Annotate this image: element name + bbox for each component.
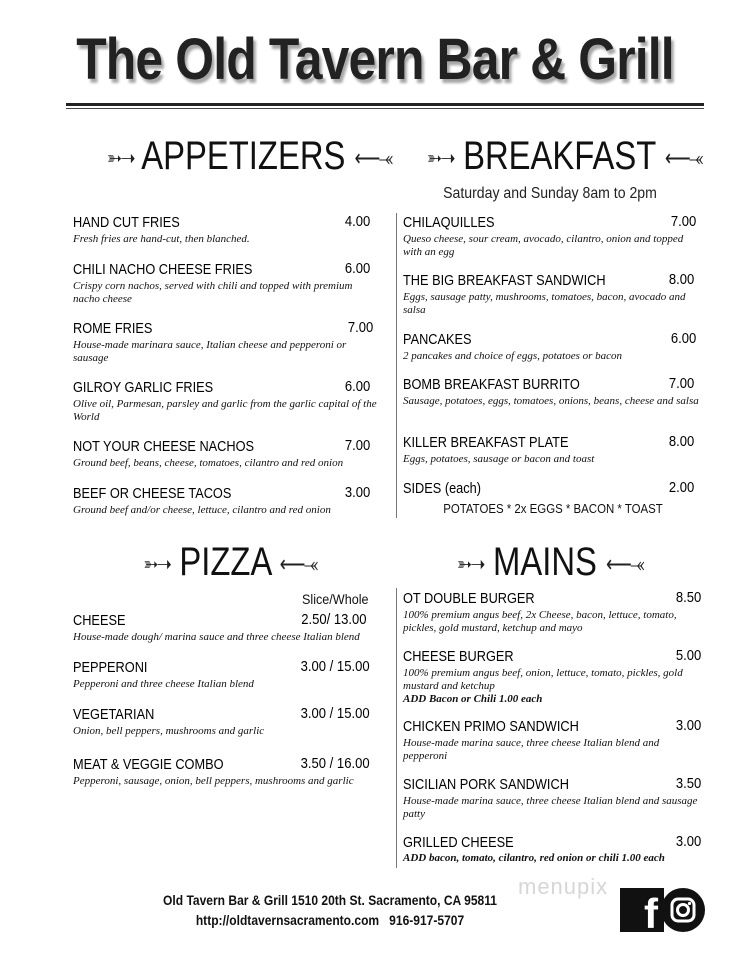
menu-item: [73, 379, 389, 424]
item-name: CHILI NACHO CHEESE FRIES: [73, 262, 253, 278]
menu-item: [403, 834, 703, 865]
item-price: 6.00: [344, 379, 370, 395]
menu-item: [73, 706, 381, 738]
menu-item: [73, 612, 381, 644]
menu-item: [403, 214, 703, 259]
item-description: 100% premium angus beef, onion, lettuce, tomato, pickles, gold mustard and ketchup: [403, 667, 683, 692]
item-description: House-made marinara sauce, Italian cheese and pepperoni or sausage: [73, 339, 347, 364]
item-price: 3.00 / 15.00: [301, 659, 370, 675]
title-rule: [66, 103, 704, 106]
item-description: Eggs, sausage patty, mushrooms, tomatoes, bacon, avocado and salsa: [403, 291, 686, 316]
arrow-left-icon: ⟵⤛: [606, 551, 644, 577]
item-price: 3.50: [675, 776, 701, 792]
item-name: GRILLED CHEESE: [403, 835, 514, 851]
item-price: 6.00: [344, 261, 370, 277]
pizza-heading: ➳➝ PIZZA ⟵⤛: [143, 540, 317, 584]
instagram-icon[interactable]: [661, 888, 705, 932]
item-name: CHEESE: [73, 613, 126, 629]
breakfast-hours: Saturday and Sunday 8am to 2pm: [443, 185, 657, 202]
item-price: 2.50/ 13.00: [301, 612, 367, 628]
item-name: VEGETARIAN: [73, 707, 155, 723]
item-name: OT DOUBLE BURGER: [403, 591, 535, 607]
item-name: GILROY GARLIC FRIES: [73, 380, 214, 396]
item-description: Pepperoni, sausage, onion, bell peppers, mushrooms and garlic: [73, 775, 354, 787]
arrow-right-icon: ➳➝: [427, 145, 454, 171]
facebook-icon[interactable]: f: [620, 888, 664, 932]
menu-item: [403, 434, 703, 466]
column-divider: [396, 213, 397, 518]
item-price: 3.50 / 16.00: [301, 756, 370, 772]
instagram-glyph: [661, 888, 705, 932]
item-price: 8.50: [675, 590, 701, 606]
arrow-right-icon: ➳➝: [143, 551, 171, 577]
item-name: CHICKEN PRIMO SANDWICH: [403, 719, 579, 735]
item-description: Fresh fries are hand-cut, then blanched.: [73, 233, 250, 245]
item-price: 8.00: [668, 272, 694, 288]
title-rule-thin: [66, 108, 704, 109]
menu-item: [73, 659, 381, 691]
item-price: 3.00 / 15.00: [301, 706, 370, 722]
menu-item: [403, 480, 703, 498]
item-description: Sausage, potatoes, eggs, tomatoes, onions, beans, cheese and salsa: [403, 395, 699, 407]
item-addon: ADD bacon, tomato, cilantro, red onion or chili 1.00 each: [403, 852, 665, 864]
item-name: CHEESE BURGER: [403, 649, 514, 665]
item-price: 7.00: [344, 438, 370, 454]
appetizers-heading: ➳➝ APPETIZERS ⟵⤛: [107, 134, 392, 178]
menu-item: [403, 331, 703, 363]
menu-item: [73, 320, 373, 365]
item-price: 7.00: [668, 376, 694, 392]
item-name: BEEF OR CHEESE TACOS: [73, 486, 232, 502]
item-name: PANCAKES: [403, 332, 472, 348]
breakfast-heading: ➳➝ BREAKFAST ⟵⤛: [427, 134, 702, 178]
website-link[interactable]: http://oldtavernsacramento.com: [195, 912, 380, 928]
item-name: NOT YOUR CHEESE NACHOS: [73, 439, 255, 455]
arrow-left-icon: ⟵⤛: [279, 551, 317, 577]
item-name: THE BIG BREAKFAST SANDWICH: [403, 273, 606, 289]
item-price: 7.00: [347, 320, 373, 336]
item-price: 5.00: [675, 648, 701, 664]
menu-item: [403, 776, 703, 821]
item-addon: ADD Bacon or Chili 1.00 each: [403, 693, 543, 705]
item-name: BOMB BREAKFAST BURRITO: [403, 377, 580, 393]
item-price: 3.00: [675, 718, 701, 734]
item-price: 2.00: [668, 480, 694, 496]
item-description: Ground beef, beans, cheese, tomatoes, cilantro and red onion: [73, 457, 344, 469]
item-description: Ground beef and/or cheese, lettuce, cilantro and red onion: [73, 504, 331, 516]
menu-item: [73, 756, 381, 788]
column-divider: [396, 588, 397, 868]
item-description: House-made marina sauce, three cheese Italian blend and pepperoni: [403, 737, 660, 762]
item-name: HAND CUT FRIES: [73, 215, 180, 231]
menu-item: [403, 272, 703, 317]
page-title: The Old Tavern Bar & Grill: [76, 27, 674, 92]
menu-item: [403, 648, 703, 706]
footer-contact: [46, 912, 614, 928]
arrow-right-icon: ➳➝: [456, 551, 484, 577]
item-name: MEAT & VEGGIE COMBO: [73, 757, 224, 773]
item-name: ROME FRIES: [73, 321, 153, 337]
item-description: House-made dough/ marina sauce and three cheese Italian blend: [73, 631, 360, 643]
item-price: 7.00: [670, 214, 696, 230]
item-name: PEPPERONI: [73, 660, 148, 676]
menu-item: [403, 590, 703, 635]
item-price: 4.00: [344, 214, 370, 230]
menu-item: [403, 376, 703, 408]
item-name: SIDES (each): [403, 481, 482, 497]
item-name: CHILAQUILLES: [403, 215, 495, 231]
menu-item: [73, 485, 373, 517]
item-description: Olive oil, Parmesan, parsley and garlic from the garlic capital of the World: [73, 398, 377, 423]
item-description: 2 pancakes and choice of eggs, potatoes or bacon: [403, 350, 623, 362]
item-price: 3.00: [344, 485, 370, 501]
item-price: 6.00: [670, 331, 696, 347]
pizza-price-header: Slice/Whole: [302, 591, 369, 607]
item-description: 100% premium angus beef, 2x Cheese, bacon, lettuce, tomato, pickles, gold mustard, ketchup and mayo: [403, 609, 677, 634]
mains-heading: ➳➝ MAINS ⟵⤛: [456, 540, 644, 584]
item-name: SICILIAN PORK SANDWICH: [403, 777, 569, 793]
sides-list: POTATOES * 2x EGGS * BACON * TOAST: [443, 501, 663, 516]
item-description: Onion, bell peppers, mushrooms and garlic: [73, 725, 265, 737]
item-price: 3.00: [675, 834, 701, 850]
item-description: Queso cheese, sour cream, avocado, cilantro, onion and topped with an egg: [403, 233, 684, 258]
arrow-right-icon: ➳➝: [107, 145, 134, 171]
item-description: Eggs, potatoes, sausage or bacon and toast: [403, 453, 595, 465]
arrow-left-icon: ⟵⤛: [354, 145, 392, 171]
item-description: House-made marina sauce, three cheese Italian blend and sausage patty: [403, 795, 698, 820]
arrow-left-icon: ⟵⤛: [664, 145, 702, 171]
phone-number: 916-917-5707: [389, 912, 465, 928]
item-name: KILLER BREAKFAST PLATE: [403, 435, 569, 451]
menu-item: [403, 718, 703, 763]
menu-item: [73, 214, 373, 246]
item-description: Pepperoni and three cheese Italian blend: [73, 678, 254, 690]
menu-item: [73, 438, 373, 470]
watermark: menupix: [518, 874, 609, 899]
item-price: 8.00: [668, 434, 694, 450]
item-description: Crispy corn nachos, served with chili and topped with premium nacho cheese: [73, 280, 353, 305]
footer-address: Old Tavern Bar & Grill 1510 20th St. Sacramento, CA 95811: [163, 892, 497, 908]
menu-item: [73, 261, 373, 306]
